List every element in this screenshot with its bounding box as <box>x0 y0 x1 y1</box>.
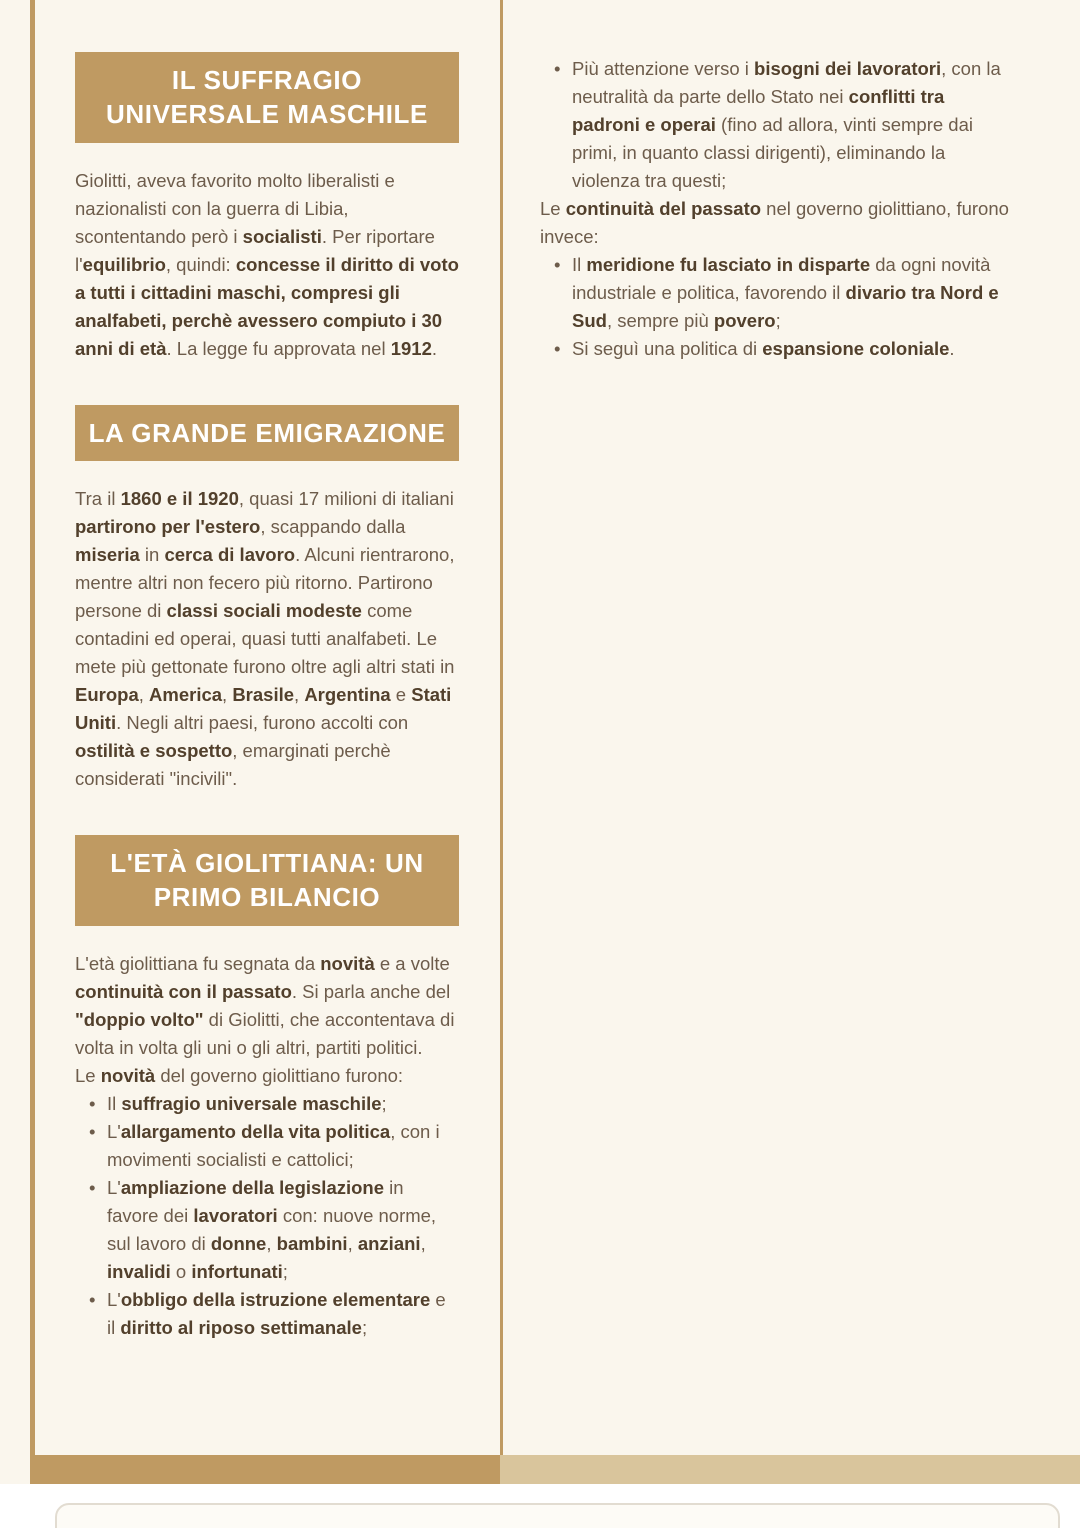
bottom-divider-bar <box>30 1455 1080 1484</box>
paragraph-novita-intro: Le novità del governo giolittiano furono: <box>75 1064 404 1086</box>
section-grande-emigrazione <box>75 405 459 793</box>
section-title-suffragio: IL SUFFRAGIO UNIVERSALE MASCHILE <box>75 52 459 143</box>
list-item: • Il suffragio universale maschile; <box>107 1090 459 1118</box>
list-item: • L'obbligo della istruzione elementare e il diritto al riposo settimanale; <box>107 1286 459 1342</box>
paragraph-emigrazione: Tra il 1860 e il 1920, quasi 17 milioni di italiani partirono per l'estero, scappando dalla miseria in cerca di lavoro. Alcuni rientrarono, mentre altri non fecero più ritorno. Partirono persone di classi sociali modeste come contadini ed operai, quasi tutti analfabeti. Le mete più gettonate furono oltre agli altri stati in Europa, America, Brasile, Argentina e Stati Uniti. Negli altri paesi, furono accolti con ostilità e sospetto, emarginati perchè considerati "incivili". <box>75 487 455 789</box>
paragraph-suffragio: Giolitti, aveva favorito molto liberalisti e nazionalisti con la guerra di Libia, scontentando però i socialisti. Per riportare l'equilibrio, quindi: concesse il diritto di voto a tutti i cittadini maschi, compresi gli analfabeti, perchè avessero compiuto i 30 anni di età. La legge fu approvata nel 1912. <box>75 169 459 359</box>
section-title-eta-giolittiana: L'ETÀ GIOLITTIANA: UN PRIMO BILANCIO <box>75 835 459 926</box>
list-item: • Il meridione fu lasciato in disparte da ogni novità industriale e politica, favorendo il divario tra Nord e Sud, sempre più povero; <box>572 251 1014 335</box>
bottom-bar-left-segment <box>30 1455 500 1484</box>
section-suffragio-universale <box>75 52 459 363</box>
section-title-emigrazione: LA GRANDE EMIGRAZIONE <box>75 405 459 461</box>
bottom-bar-right-segment <box>500 1455 1080 1484</box>
next-page-edge <box>55 1503 1060 1528</box>
paragraph-continuita-intro: Le continuità del passato nel governo giolittiano, furono invece: <box>540 198 1009 247</box>
column-divider-line <box>500 0 503 1455</box>
right-column <box>540 55 1014 363</box>
continuita-list <box>540 251 1014 363</box>
list-item: • Più attenzione verso i bisogni dei lavoratori, con la neutralità da parte dello Stato nei conflitti tra padroni e operai (fino ad allora, vinti sempre dai primi, in quanto classi dirigenti), eliminando la violenza tra questi; <box>572 55 1014 195</box>
list-item: • L'allargamento della vita politica, con i movimenti socialisti e cattolici; <box>107 1118 459 1174</box>
list-item: • Si seguì una politica di espansione coloniale. <box>572 335 1014 363</box>
paragraph-eta-giolittiana: L'età giolittiana fu segnata da novità e a volte continuità con il passato. Si parla anche del "doppio volto" di Giolitti, che accontentava di volta in volta gli uni o gli altri, partiti politici. <box>75 952 455 1058</box>
novita-list-continued <box>540 55 1014 195</box>
left-column <box>75 52 459 1342</box>
left-border-line <box>30 0 35 1455</box>
section-eta-giolittiana <box>75 835 459 1342</box>
list-item: • L'ampliazione della legislazione in favore dei lavoratori con: nuove norme, sul lavoro di donne, bambini, anziani, invalidi o infortunati; <box>107 1174 459 1286</box>
novita-list <box>75 1090 459 1342</box>
